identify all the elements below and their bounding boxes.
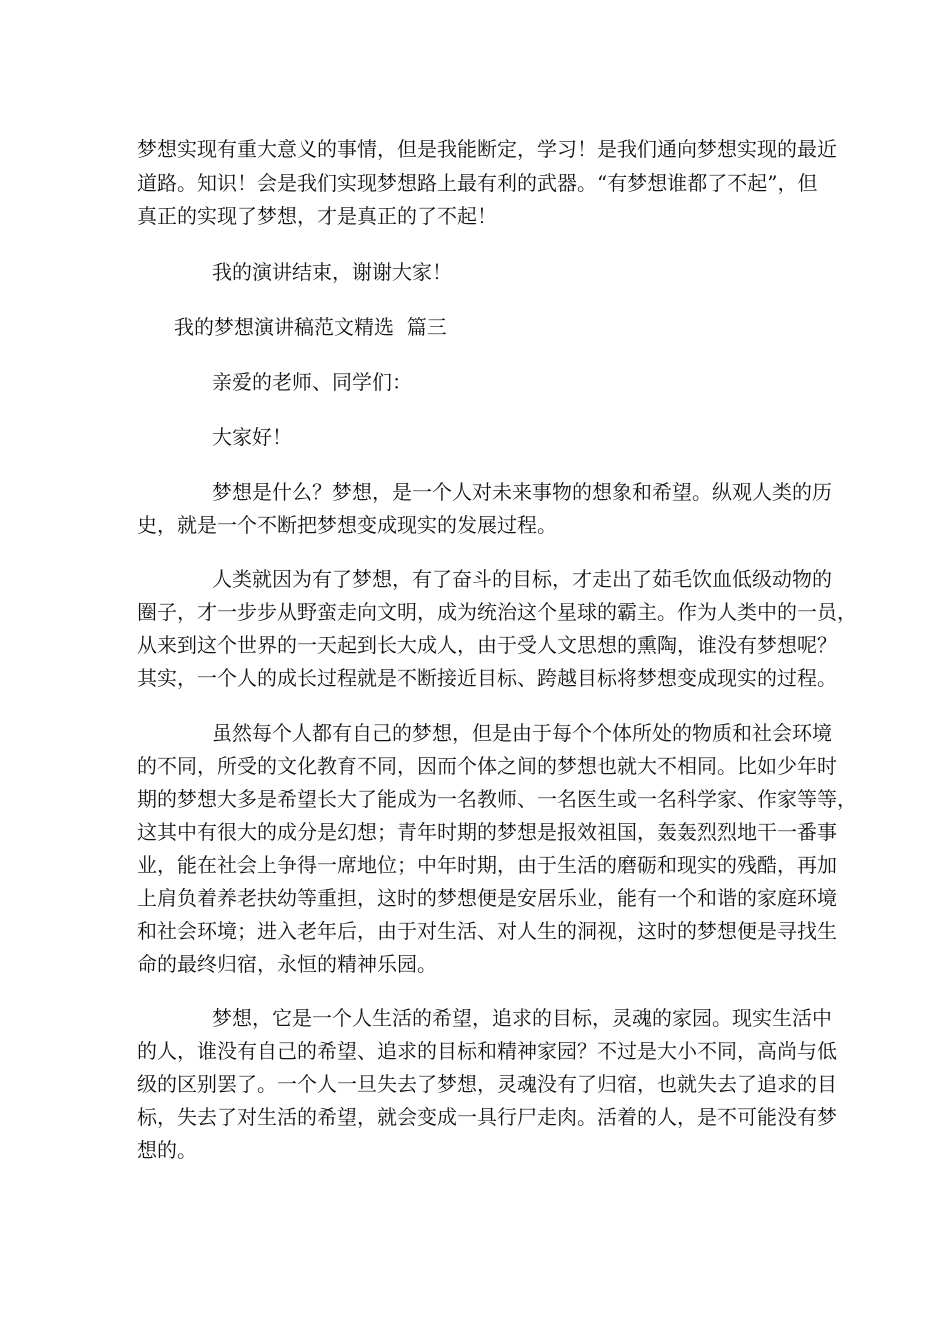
paragraph-4-line-7: 和社会环境；进入老年后，由于对生活、对人生的洞视，这时的梦想便是寻找生 bbox=[137, 919, 837, 943]
section-title: 我的梦想演讲稿范文精选 篇三 bbox=[174, 315, 447, 339]
greeting: 大家好！ bbox=[212, 425, 292, 449]
paragraph-1-line-2: 道路。知识！会是我们实现梦想路上最有利的武器。“有梦想谁都了不起”，但 bbox=[137, 171, 818, 195]
paragraph-5-line-3: 级的区别罢了。一个人一旦失去了梦想，灵魂没有了归宿，也就失去了追求的目 bbox=[137, 1072, 837, 1096]
paragraph-4-line-2: 的不同，所受的文化教育不同，因而个体之间的梦想也就大不相同。比如少年时 bbox=[137, 754, 837, 778]
paragraph-1-line-3: 真正的实现了梦想，才是真正的了不起！ bbox=[137, 204, 497, 228]
paragraph-4-line-5: 业，能在社会上争得一席地位；中年时期，由于生活的磨砺和现实的残酷，再加 bbox=[137, 853, 837, 877]
paragraph-1-line-1: 梦想实现有重大意义的事情，但是我能断定，学习！是我们通向梦想实现的最近 bbox=[137, 137, 837, 161]
paragraph-5-line-1: 梦想，它是一个人生活的希望，追求的目标，灵魂的家园。现实生活中 bbox=[212, 1006, 832, 1030]
paragraph-3-line-1: 人类就因为有了梦想，有了奋斗的目标，才走出了茹毛饮血低级动物的 bbox=[212, 567, 832, 591]
paragraph-3-line-4: 其实，一个人的成长过程就是不断接近目标、跨越目标将梦想变成现实的过程。 bbox=[137, 666, 837, 690]
paragraph-3-line-3: 从来到这个世界的一天起到长大成人，由于受人文思想的熏陶，谁没有梦想呢？ bbox=[137, 633, 837, 657]
paragraph-4-line-3: 期的梦想大多是希望长大了能成为一名教师、一名医生或一名科学家、作家等等， bbox=[137, 787, 857, 811]
paragraph-5-line-5: 想的。 bbox=[137, 1138, 197, 1162]
paragraph-5-line-4: 标，失去了对生活的希望，就会变成一具行尸走肉。活着的人，是不可能没有梦 bbox=[137, 1105, 837, 1129]
paragraph-4-line-6: 上肩负着养老扶幼等重担，这时的梦想便是安居乐业，能有一个和谐的家庭环境 bbox=[137, 886, 837, 910]
salutation: 亲爱的老师、同学们： bbox=[212, 370, 412, 394]
paragraph-5-line-2: 的人，谁没有自己的希望、追求的目标和精神家园？不过是大小不同，高尚与低 bbox=[137, 1039, 837, 1063]
closing-line: 我的演讲结束，谢谢大家！ bbox=[212, 260, 452, 284]
paragraph-2-line-2: 史，就是一个不断把梦想变成现实的发展过程。 bbox=[137, 513, 557, 537]
paragraph-3-line-2: 圈子，才一步步从野蛮走向文明，成为统治这个星球的霸主。作为人类中的一员， bbox=[137, 600, 857, 624]
paragraph-4-line-8: 命的最终归宿，永恒的精神乐园。 bbox=[137, 952, 437, 976]
paragraph-4-line-1: 虽然每个人都有自己的梦想，但是由于每个个体所处的物质和社会环境 bbox=[212, 721, 832, 745]
paragraph-2-line-1: 梦想是什么？梦想，是一个人对未来事物的想象和希望。纵观人类的历 bbox=[212, 480, 832, 504]
paragraph-4-line-4: 这其中有很大的成分是幻想；青年时期的梦想是报效祖国，轰轰烈烈地干一番事 bbox=[137, 820, 837, 844]
